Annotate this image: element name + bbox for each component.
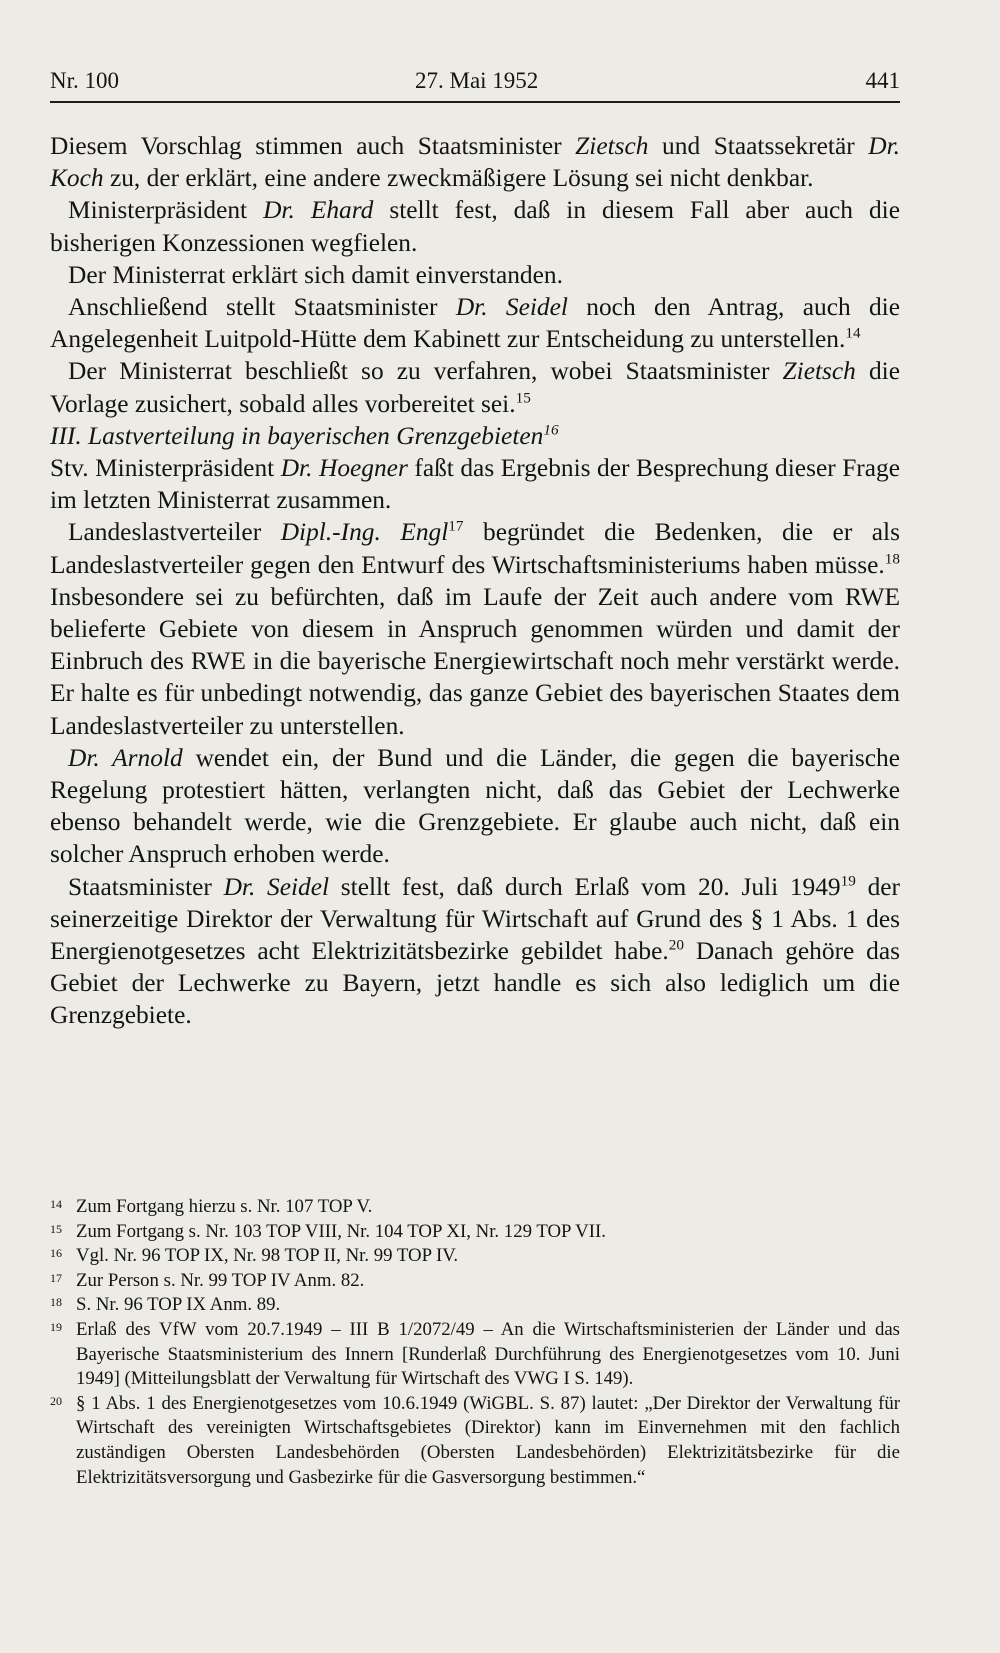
footnote — [50, 1220, 900, 1245]
footnote-number: 14 — [50, 1197, 62, 1211]
footnote-text: S. Nr. 96 TOP IX Anm. 89. — [76, 1294, 281, 1316]
person-name: Dr. Seidel — [223, 872, 330, 901]
paragraph — [50, 871, 900, 1032]
paragraph — [50, 742, 900, 871]
text-run: Staatsminister — [68, 872, 224, 901]
paragraph — [50, 355, 900, 419]
text-run: Der Ministerrat beschließt so zu verfahren, wobei Staatsminister — [68, 357, 783, 386]
text-run: der seinerzeitige Direktor der Verwaltung für Wirtschaft auf Grund des § 1 Abs. 1 des Energienotgesetzes acht Elektrizitätsbezirke gebildet habe. — [50, 872, 900, 966]
footnote — [50, 1244, 900, 1269]
text-run: faßt das Ergebnis der Besprechung dieser Frage im letzten Ministerrat zusammen. — [50, 454, 900, 515]
footnote — [50, 1195, 900, 1220]
footnote-number: 18 — [50, 1295, 62, 1310]
document-date: 27. Mai 1952 — [415, 68, 539, 93]
text-run: und Staatssekretär — [648, 132, 869, 160]
text-run: die Vorlage zusichert, sobald alles vorbereitet sei. — [50, 357, 900, 418]
paragraph — [50, 130, 900, 194]
document-number: Nr. 100 — [50, 68, 119, 93]
section-heading — [50, 420, 900, 452]
footnote — [50, 1293, 900, 1318]
footnote-text: § 1 Abs. 1 des Energienotgesetzes vom 10.6.1949 (WiGBL. S. 87) lautet: „Der Direktor der Verwaltung für Wirtschaft des vereinigten Wirtschaftsgebietes (Direktor) kann im Einvernehmen mit den fachlich zuständigen Obersten Landesbehörden (Obersten Landesbehörden) Elektrizitätsbezirke für die Elektrizitätsversorgung und Gasbezirke für die Gasversorgung bestimmen.“ — [76, 1392, 900, 1488]
footnote-number: 20 — [50, 1393, 62, 1408]
footnote-text: Zur Person s. Nr. 99 TOP IV Anm. 82. — [76, 1269, 365, 1291]
paragraph: Der Ministerrat erklärt sich damit einverstanden. — [68, 260, 563, 289]
footnote-ref[interactable]: 16 — [543, 421, 559, 439]
person-name: Dr. Seidel — [455, 293, 568, 322]
footnote-text: Zum Fortgang s. Nr. 103 TOP VIII, Nr. 104 TOP XI, Nr. 129 TOP VII. — [76, 1220, 606, 1242]
footnote-number: 15 — [50, 1221, 62, 1236]
person-name: Zietsch — [782, 357, 856, 386]
page-number: 441 — [865, 68, 900, 93]
main-text — [50, 130, 900, 1032]
text-run: Anschließend stellt Staatsminister — [68, 293, 456, 322]
footnote-number: 17 — [50, 1270, 62, 1285]
footnote-ref[interactable]: 18 — [884, 550, 900, 568]
footnote-text: Erlaß des VfW vom 20.7.1949 – III B 1/2072/49 – An die Wirtschaftsministerien der Länder und das Bayerische Staatsministerium des Innern [Runderlaß Durchführung des Energienotgesetzes vom 10. Juni 1949] (Mitteilungsblatt der Verwaltung für Wirtschaft des VWG I S. 149). — [76, 1318, 900, 1390]
footnote-ref[interactable]: 14 — [845, 324, 861, 342]
footnote-number: 19 — [50, 1319, 62, 1334]
footnote-ref[interactable]: 15 — [515, 389, 531, 407]
text-run: wendet ein, der Bund und die Länder, die gegen die bayerische Regelung protestiert hätten, verlangten nicht, daß das Gebiet der Lechwerke ebenso behandelt werde, wie die Grenzgebiete. Er glaube auch nicht, daß ein solcher Anspruch erhoben werde. — [50, 743, 900, 869]
text-run: stellt fest, daß durch Erlaß vom 20. Juli 1949 — [329, 872, 841, 901]
footnotes — [50, 1195, 900, 1490]
person-name: Dr. Ehard — [263, 196, 374, 225]
person-name: Dr. Arnold — [68, 743, 183, 772]
section-heading-text: III. Lastverteilung in bayerischen Grenzgebieten — [50, 421, 544, 450]
footnote-ref[interactable]: 19 — [840, 872, 856, 890]
footnote — [50, 1318, 900, 1392]
paragraph — [50, 516, 900, 741]
person-name: Dipl.-Ing. Engl — [280, 518, 449, 547]
person-name: Dr. Koch — [50, 132, 900, 193]
paragraph — [50, 452, 900, 516]
text-run: Insbesondere sei zu befürchten, daß im Laufe der Zeit auch andere vom RWE belieferte Gebiete von diesem in Anspruch genommen würden und damit der Einbruch des RWE in die bayerische Energiewirtschaft noch mehr verstärkt werde. Er halte es für unbedingt notwendig, das ganze Gebiet des bayerischen Staates dem Landeslastverteiler zu unterstellen. — [50, 582, 900, 740]
footnote — [50, 1269, 900, 1294]
person-name: Zietsch — [575, 132, 649, 160]
person-name: Dr. Hoegner — [280, 454, 408, 483]
footnote — [50, 1392, 900, 1490]
footnote-ref[interactable]: 20 — [668, 936, 684, 954]
footnote-text: Zum Fortgang hierzu s. Nr. 107 TOP V. — [76, 1196, 373, 1217]
footnote-number: 16 — [50, 1246, 62, 1261]
text-run: Stv. Ministerpräsident — [50, 454, 281, 483]
paragraph — [50, 291, 900, 355]
header-rule — [50, 101, 900, 103]
running-head — [50, 62, 900, 102]
text-run: Landeslastverteiler — [68, 518, 281, 547]
text-run: noch den Antrag, auch die Angelegenheit Luitpold-Hütte dem Kabinett zur Entscheidung zu unterstellen. — [50, 293, 901, 354]
text-run: zu, der erklärt, eine andere zweckmäßigere Lösung sei nicht denkbar. — [103, 164, 814, 193]
text-run: Danach gehöre das Gebiet der Lechwerke zu Bayern, jetzt handle es sich also lediglich um die Grenzgebiete. — [50, 937, 900, 1030]
text-run: stellt fest, daß in diesem Fall aber auch die bisherigen Konzessionen wegfielen. — [50, 196, 900, 257]
footnote-ref[interactable]: 17 — [448, 517, 464, 535]
text-run: Ministerpräsident — [68, 196, 264, 225]
text-run: begründet die Bedenken, die er als Landeslastverteiler gegen den Entwurf des Wirtschaftsministeriums haben müsse. — [50, 518, 900, 579]
paragraph — [50, 194, 900, 258]
footnote-text: Vgl. Nr. 96 TOP IX, Nr. 98 TOP II, Nr. 99 TOP IV. — [76, 1245, 459, 1267]
text-run: Diesem Vorschlag stimmen auch Staatsminister — [50, 132, 576, 160]
